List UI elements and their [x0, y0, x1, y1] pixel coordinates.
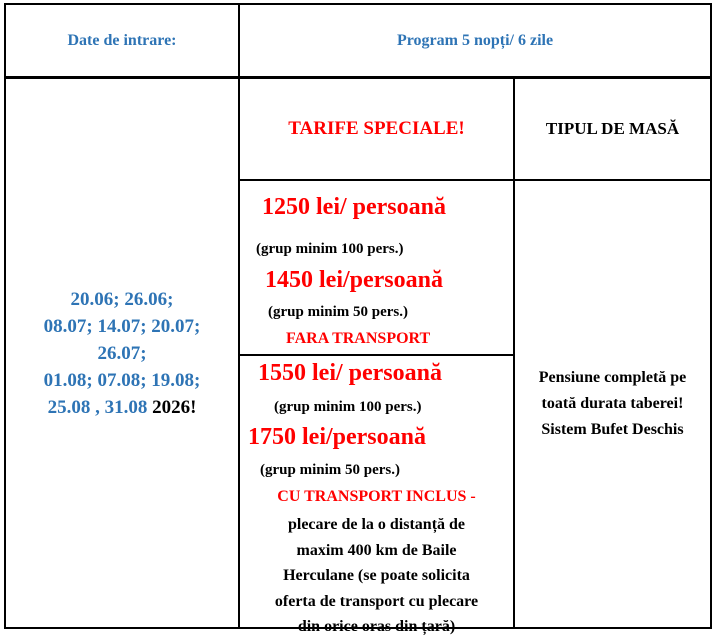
description-line: maxim 400 km de Baile — [296, 541, 457, 559]
masa-label: TIPUL DE MASĂ — [545, 119, 680, 138]
group-note-100: (grup minim 100 pers.) — [274, 399, 422, 415]
dates-line — [44, 394, 201, 421]
offer-table — [4, 3, 712, 635]
price-100-with-transport: 1550 lei/ persoană — [258, 360, 442, 386]
dates-header — [6, 5, 238, 76]
meal-line: Sistem Bufet Deschis — [541, 421, 684, 438]
meal-cell — [515, 181, 710, 627]
dates-header-label: Date de intrare: — [67, 31, 177, 49]
dates-line: 01.08; 07.08; 19.08; — [43, 369, 201, 391]
price-100-no-transport: 1250 lei/ persoană — [262, 194, 446, 220]
dates-cell — [6, 79, 238, 627]
group-note-100: (grup minim 100 pers.) — [256, 241, 404, 257]
dates-list — [44, 286, 201, 421]
transport-description — [240, 512, 513, 640]
group-note-50: (grup minim 50 pers.) — [260, 462, 400, 478]
price-50-no-transport: 1450 lei/persoană — [265, 267, 443, 293]
price-50-with-transport: 1750 lei/persoană — [248, 424, 426, 450]
meal-line: Pensiune completă pe — [538, 369, 687, 386]
tarife-label: TARIFE SPECIALE! — [288, 118, 465, 139]
description-line: Herculane (se poate solicita — [283, 567, 470, 584]
dates-line: 26.07; — [97, 342, 147, 364]
group-note-50: (grup minim 50 pers.) — [268, 304, 408, 320]
program-header-label: Program 5 nopți/ 6 zile — [396, 31, 554, 49]
meal-description — [539, 365, 687, 443]
with-transport-block — [240, 356, 513, 635]
description-line: plecare de la o distanță de — [287, 516, 466, 533]
no-transport-block — [240, 181, 513, 354]
meal-line: toată durata taberei! — [541, 395, 684, 412]
tarife-header — [240, 79, 513, 179]
dates-last: 25.08 , 31.08 — [47, 396, 148, 418]
with-transport-label: CU TRANSPORT INCLUS - — [277, 488, 476, 505]
masa-header — [515, 79, 710, 179]
description-line: din orice oras din țară) — [297, 618, 456, 635]
dates-year: 2026! — [152, 396, 197, 418]
dates-line: 20.06; 26.06; — [70, 288, 174, 310]
program-header — [240, 5, 710, 76]
dates-line: 08.07; 14.07; 20.07; — [43, 315, 201, 337]
description-line: oferta de transport cu plecare — [274, 592, 479, 610]
no-transport-label: FARA TRANSPORT — [286, 330, 431, 347]
